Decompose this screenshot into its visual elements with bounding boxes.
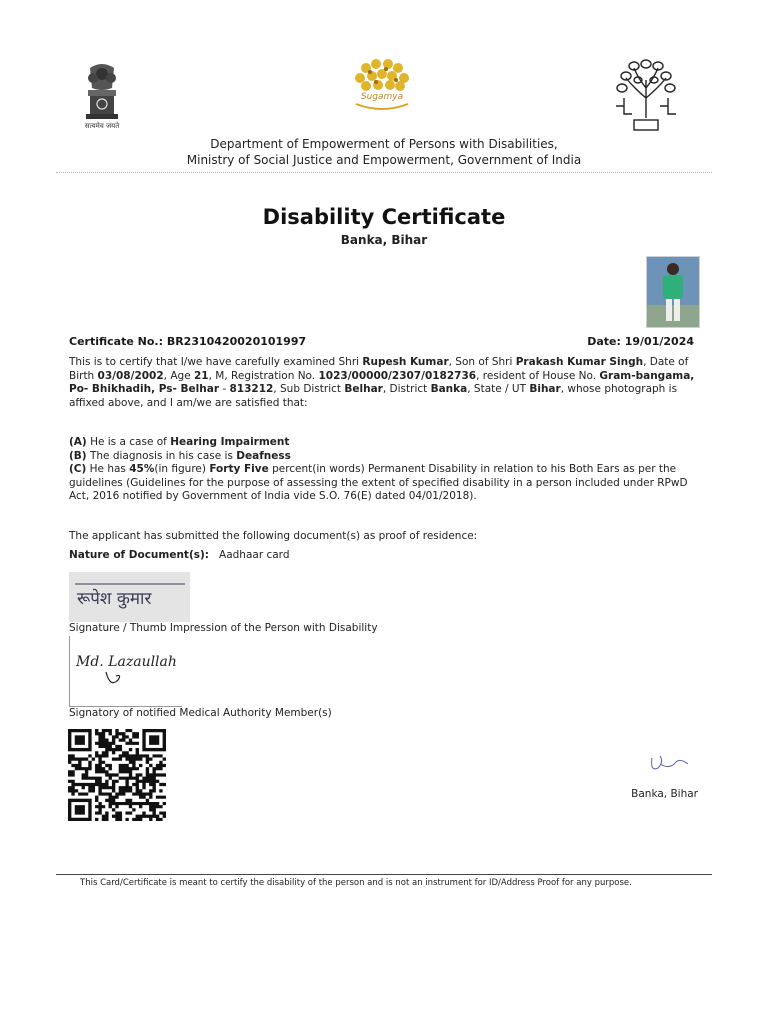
department-line-2: Ministry of Social Justice and Empowerment, Government of India bbox=[186, 153, 582, 167]
signature-stamp-icon bbox=[646, 748, 694, 778]
district: Banka bbox=[430, 383, 468, 396]
national-emblem-icon bbox=[76, 58, 128, 134]
diagnosis: Deafness bbox=[236, 450, 291, 462]
svg-text:Md. Lazaullah: Md. Lazaullah bbox=[76, 654, 177, 670]
department-line-1: Department of Empowerment of Persons with Disabilities, bbox=[210, 137, 558, 151]
sugamya-caption: Sugamya bbox=[360, 92, 404, 102]
authority-signature-label: Signatory of notified Medical Authority Member(s) bbox=[69, 707, 332, 719]
emblem-motto: सत्यमेव जयते bbox=[84, 122, 120, 130]
applicant-name: Rupesh Kumar bbox=[362, 356, 449, 368]
place: Banka, Bihar bbox=[631, 788, 698, 800]
age: 21 bbox=[194, 369, 209, 382]
footer-divider bbox=[56, 874, 712, 875]
date-of-birth: 03/08/2002 bbox=[97, 369, 164, 382]
certificate-number-label: Certificate No.: bbox=[69, 335, 163, 348]
point-b: (B) The diagnosis in his case is Deafness bbox=[69, 450, 291, 462]
disability-type: Hearing Impairment bbox=[170, 436, 290, 448]
applicant-photo bbox=[646, 256, 700, 328]
father-name: Prakash Kumar Singh bbox=[515, 356, 644, 368]
certificate-number-value: BR2310420020101997 bbox=[166, 335, 307, 348]
registration-number: 1023/00000/2307/0182736 bbox=[318, 369, 477, 382]
point-c: (C) He has 45%(in figure) Forty Five percent(in words) Permanent Disability in relation to his Both Ears as per the guidelines (Guidelines for the purpose of assessing the extent of specified disability in a person included under RPwD Act, 2016 notified by Government of India vide S.O. 76(E) dated 04/01/2018). bbox=[69, 463, 688, 503]
house-address: Gram-bangama, Po- Bhikhadih, Ps- Belhar bbox=[69, 369, 695, 396]
certificate-date bbox=[560, 335, 694, 348]
certificate-number bbox=[69, 335, 306, 348]
certification-paragraph: This is to certify that I/we have carefully examined Shri Rupesh Kumar, Son of Shri Prakash Kumar Singh, Date of Birth 03/08/2002, Age 21, M, Registration No. 1023/00000/2307/0182736, resident of House No. Gram-bangama, Po- Bhikhadih, Ps- Belhar - 813212, Sub District Belhar, District Banka, State / UT Bihar, whose photograph is affixed above, and I am/we are satisfied that: bbox=[69, 356, 695, 409]
pin-code: 813212 bbox=[229, 383, 274, 396]
document-nature-label: Nature of Document(s): bbox=[69, 549, 209, 561]
document-nature-value: Aadhaar card bbox=[219, 549, 290, 561]
authority-signature bbox=[69, 636, 182, 707]
person-signature bbox=[69, 572, 190, 622]
date-label: Date: bbox=[587, 335, 621, 348]
document-nature bbox=[69, 549, 701, 563]
footer-note: This Card/Certificate is meant to certify the disability of the person and is not an instrument for ID/Address Proof for any purpose. bbox=[80, 878, 632, 888]
point-a: (A) He is a case of Hearing Impairment bbox=[69, 436, 290, 448]
state: Bihar bbox=[529, 383, 561, 396]
page-title: Disability Certificate bbox=[262, 205, 506, 229]
sub-district: Belhar bbox=[344, 383, 383, 396]
svg-text:रूपेश कुमार: रूपेश कुमार bbox=[77, 589, 152, 609]
person-signature-label: Signature / Thumb Impression of the Person with Disability bbox=[69, 622, 378, 634]
sugamya-logo-icon bbox=[346, 58, 418, 122]
bihar-emblem-icon bbox=[612, 58, 680, 134]
date-value: 19/01/2024 bbox=[624, 335, 694, 348]
residence-intro: The applicant has submitted the following document(s) as proof of residence: bbox=[69, 530, 478, 542]
header-divider bbox=[56, 172, 712, 173]
disability-percent: 45% bbox=[129, 463, 155, 475]
page-subtitle: Banka, Bihar bbox=[340, 233, 428, 247]
disability-percent-words: Forty Five bbox=[209, 463, 269, 475]
qr-code-icon bbox=[68, 729, 166, 821]
